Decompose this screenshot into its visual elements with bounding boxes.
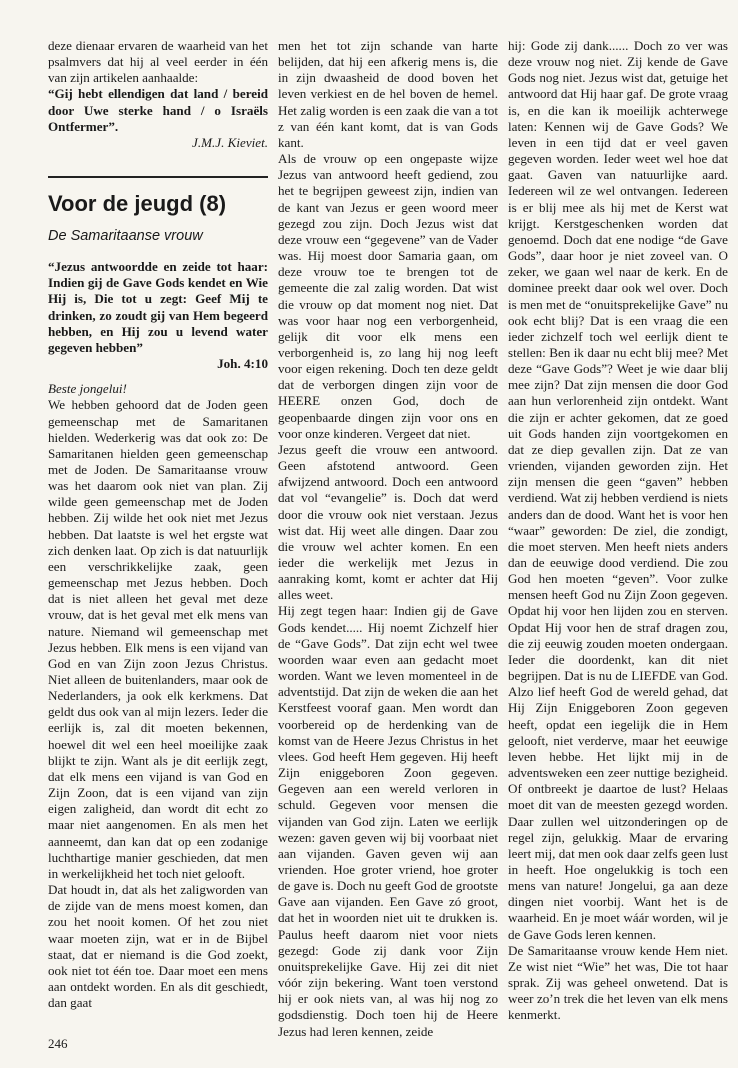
column-3 — [508, 38, 728, 1024]
body-paragraph: We hebben gehoord dat de Joden geen gemeenschap met de Samaritanen hielden. Wederkerig was dat ook zo: De Samaritanen hielden geen gemeenschap met de Joden. De Samaritaanse vrouw was het daarom ook niet van plan. Zij wilde geen gemeenschap met de Joden hebben. Zij wilde het ook niet met Jezus hebben. Dat laatste is wel het ergste wat zich denken laat. Op zich is dat natuurlijk een verschrikkelijke zaak, geen gemeenschap met Jezus hebben. Doch dat is niet alleen het geval met deze vrouw, dat is het geval met elk mens van nature. Niemand wil gemeenschap met Jezus hebben. Elk mens is een vijand van God en van Zijn zoon Jezus Christus. Niet alleen de buitenlanders, maar ook de Nederlanders, ja ook elk kerkmens. Dat geldt dus ook van al mijn lezers. Ieder die eerlijk is, zal dit moeten bekennen, hoewel dit wel een heel moeilijke zaak blijkt te zijn. Want als je dit eerlijk zegt, dat elk mens een vijand is van God en Zijn Zoon, dat is een vijand van zijn eigen zaligheid, dan wordt dit echt zo maar niet aangenomen. En als men het aanneemt, dan kan dat op een zodanige luchthartige manier geschieden, dat men in werkelijkheid het toch niet gelooft. — [48, 397, 268, 881]
bible-reference: Joh. 4:10 — [217, 356, 268, 372]
body-paragraph: hij: Gode zij dank...... Doch zo ver was deze vrouw nog niet. Zij kende de Gave Gods nog niet. Jezus wist dat, getuige het antwoord dat Hij haar gaf. De grote vraag is, en die kan ik moeilijk achterwege laten: Kennen wij de Gave Gods? We leven in een tijd dat er veel gaven gegeven worden. Ieder weet wel hoe dat gaat. Gaven van natuurlijke aard. Iedereen wil ze wel ontvangen. Iedereen is er blij mee als hij met de Kerst wat krijgt. Kerstgeschenken worden dat genoemd. Doch dat ene nodige “de Gave Gods”, daar hoor je niet zoveel van. O zeker, we gaan wel naar de kerk. En de dominee preekt daar ook wel over. Doch is men met de “onuitsprekelijke Gave” nu ook echt blij? Dat is een vraag die een ieder zichzelf toch wel eerlijk dient te stellen: Ben ik daar nu echt blij mee? Met deze “Gave Gods”? Weet je wie daar blij mee zijn? Dat zijn mensen die door God aan hun verlorenheid zijn ontdekt. Want die zijn er achter gekomen, dat ze goed uit Gods handen zijn voortgekomen en dat ze diep gevallen zijn. Dat ze van vrienden, vijanden geworden zijn. Het zijn mensen die geen “gaven” hebben verdiend. Wat zij hebben verdiend is niets anders dan de dood. Want het is voor hen “waar” geworden: De ziel, die zondigt, die moet sterven. Men heeft niets anders dan de eeuwige dood verdiend. Die zou God hen moeten “geven”. Voor zulke mensen heeft God nu Zijn Zoon gegeven. Opdat hij voor hen lijden zou en sterven. Opdat Hij voor hen de straf dragen zou, die zij eeuwig zouden moeten ondergaan. Ieder die doordenkt, kan dit niet begrijpen. Dat is nu de LIEFDE van God. Alzo lief heeft God de wereld gehad, dat Hij Zijn Eniggeboren Zoon gegeven heeft, opdat een iegelijk die in Hem gelooft, niet verderve, maar het eeuwige leven hebbe. Het lijkt mij in de adventsweken een zeer nuttige bezigheid. Of ontbreekt je daartoe de lust? Helaas moet dit van de meesten gezegd worden. Daar zullen wel uitzonderingen op de regel zijn, gelukkig. Maar de ervaring leert mij, dat men ook daar zelfs geen lust in heeft. Hoe ongelukkig is toch een mens van nature! Jongelui, ga aan deze dingen niet voorbij. Want het is de waarheid. En je moet wáár worden, wil je de Gave Gods leren kennen. — [508, 38, 728, 942]
body-paragraph: De Samaritaanse vrouw kende Hem niet. Ze wist niet “Wie” het was, Die tot haar sprak. Zij was geheel onwetend. Dat is weer zo’n trek die het leven van elk mens kenmerkt. — [508, 942, 728, 1023]
body-paragraph: Als de vrouw op een ongepaste wijze Jezus van antwoord heeft gediend, zou het te begrijpen geweest zijn, indien van de kant van Jezus er geen woord meer gezegd zou zijn. Doch Jezus wist dat deze vrouw een “gegevene” van de Vader was. Hij moest door Samaria gaan, om deze vrouw toe te brengen tot de gemeente die zal zalig worden. Dat wist die vrouw op dat moment nog niet. Dat was voor haar nog een verborgenheid, gelijk dit voor elk mens een verborgenheid is, zo lang hij nog leeft voor eigen rekening. Doch ten deze geldt dat de verborgen dingen zijn voor de HEERE onzen God, doch de geopenbaarde dingen zijn voor ons en voor onze kinderen. Vergeet dat niet. — [278, 151, 498, 441]
body-paragraph: Dat houdt in, dat als het zaligworden van de zijde van de mens moest komen, dan zou het nooit komen. Of het zou niet waar moeten zijn, wat er in de Bijbel staat, dat er niemand is die God zoekt, ook niet tot één toe. Daar moet een mens aan ontdekt worden. En als dit geschiedt, dan gaat — [48, 882, 268, 1011]
article-title: Voor de jeugd (8) — [48, 191, 227, 217]
psalm-quote: “Gij hebt ellendigen dat land / bereid door Uwe sterke hand / o Israëls Ontfermer”. — [48, 86, 268, 134]
greeting: Beste jongelui! — [48, 381, 127, 397]
body-paragraph: Jezus geeft die vrouw een antwoord. Geen afstotend antwoord. Geen afwijzend antwoord. Doch een antwoord dat vol “evangelie” is. Doch dat werd door die vrouw ook niet verstaan. Jezus wist dat. Hij weet alle dingen. Daar zou die vrouw wel achter komen. En een ieder die werkelijk met Jezus in aanraking komt, komt er achter dat Hij alles weet. — [278, 441, 498, 603]
section-divider — [48, 176, 268, 178]
intro-paragraph: deze dienaar ervaren de waarheid van het psalmvers dat hij al veel eerder in één van zijn artikelen aanhaalde: — [48, 38, 268, 86]
bible-quote: “Jezus antwoordde en zeide tot haar: Indien gij de Gave Gods kendet en Wie Hij is, Die tot u zegt: Geef Mij te drinken, zo zoudt gij van Hem begeerd hebben, en Hij zou u levend water gegeven hebben” — [48, 259, 268, 355]
author-signature: J.M.J. Kieviet. — [192, 134, 268, 150]
column-1 — [48, 38, 268, 1011]
page-number: 246 — [48, 1036, 68, 1051]
body-paragraph: Hij zegt tegen haar: Indien gij de Gave Gods kendet..... Hij noemt Zichzelf hier de “Gave Gods”. Dat zijn echt wel twee woorden waar even aan gedacht moet worden. Want we leven momenteel in de adventstijd. Dat zijn de weken die aan het Kerstfeest vooraf gaan. Men wordt dan voorbereid op de herdenking van de komst van de Heere Jezus Christus in het vlees. God heeft Hem gegeven. Hij heeft Zijn eniggeboren Zoon gegeven. Gegeven aan een wereld verloren in schuld. Gegeven voor mensen die vijanden van God zijn. Laten we eerlijk wezen: gaven geven wij bij voorbaat niet aan vijanden. Gaven geven wij aan vrienden. Hoe groter vriend, hoe groter de gave is. Doch nu geeft God de grootste Gave aan vijanden. Een Gave zó groot, dat het in woorden niet uit te drukken is. Paulus heeft daarom niet voor niets gezegd: Gode zij dank voor Zijn onuitsprekelijke Gave. Hij zei dit niet vóór zijn bekering. Want toen verstond hij er ook niets van, al was hij nog zo godsdienstig. Doch toen hij de Heere Jezus had leren kennen, zeide — [278, 603, 498, 1039]
body-paragraph: men het tot zijn schande van harte belijden, dat hij een afkerig mens is, die in zijn dwaasheid de dood boven het leven verkiest en de hel boven de hemel. Het zalig worden is een zaak die van a tot z van één kant komt, dat is van Gods kant. — [278, 38, 498, 150]
column-2 — [278, 38, 498, 1040]
article-subtitle: De Samaritaanse vrouw — [48, 228, 203, 245]
